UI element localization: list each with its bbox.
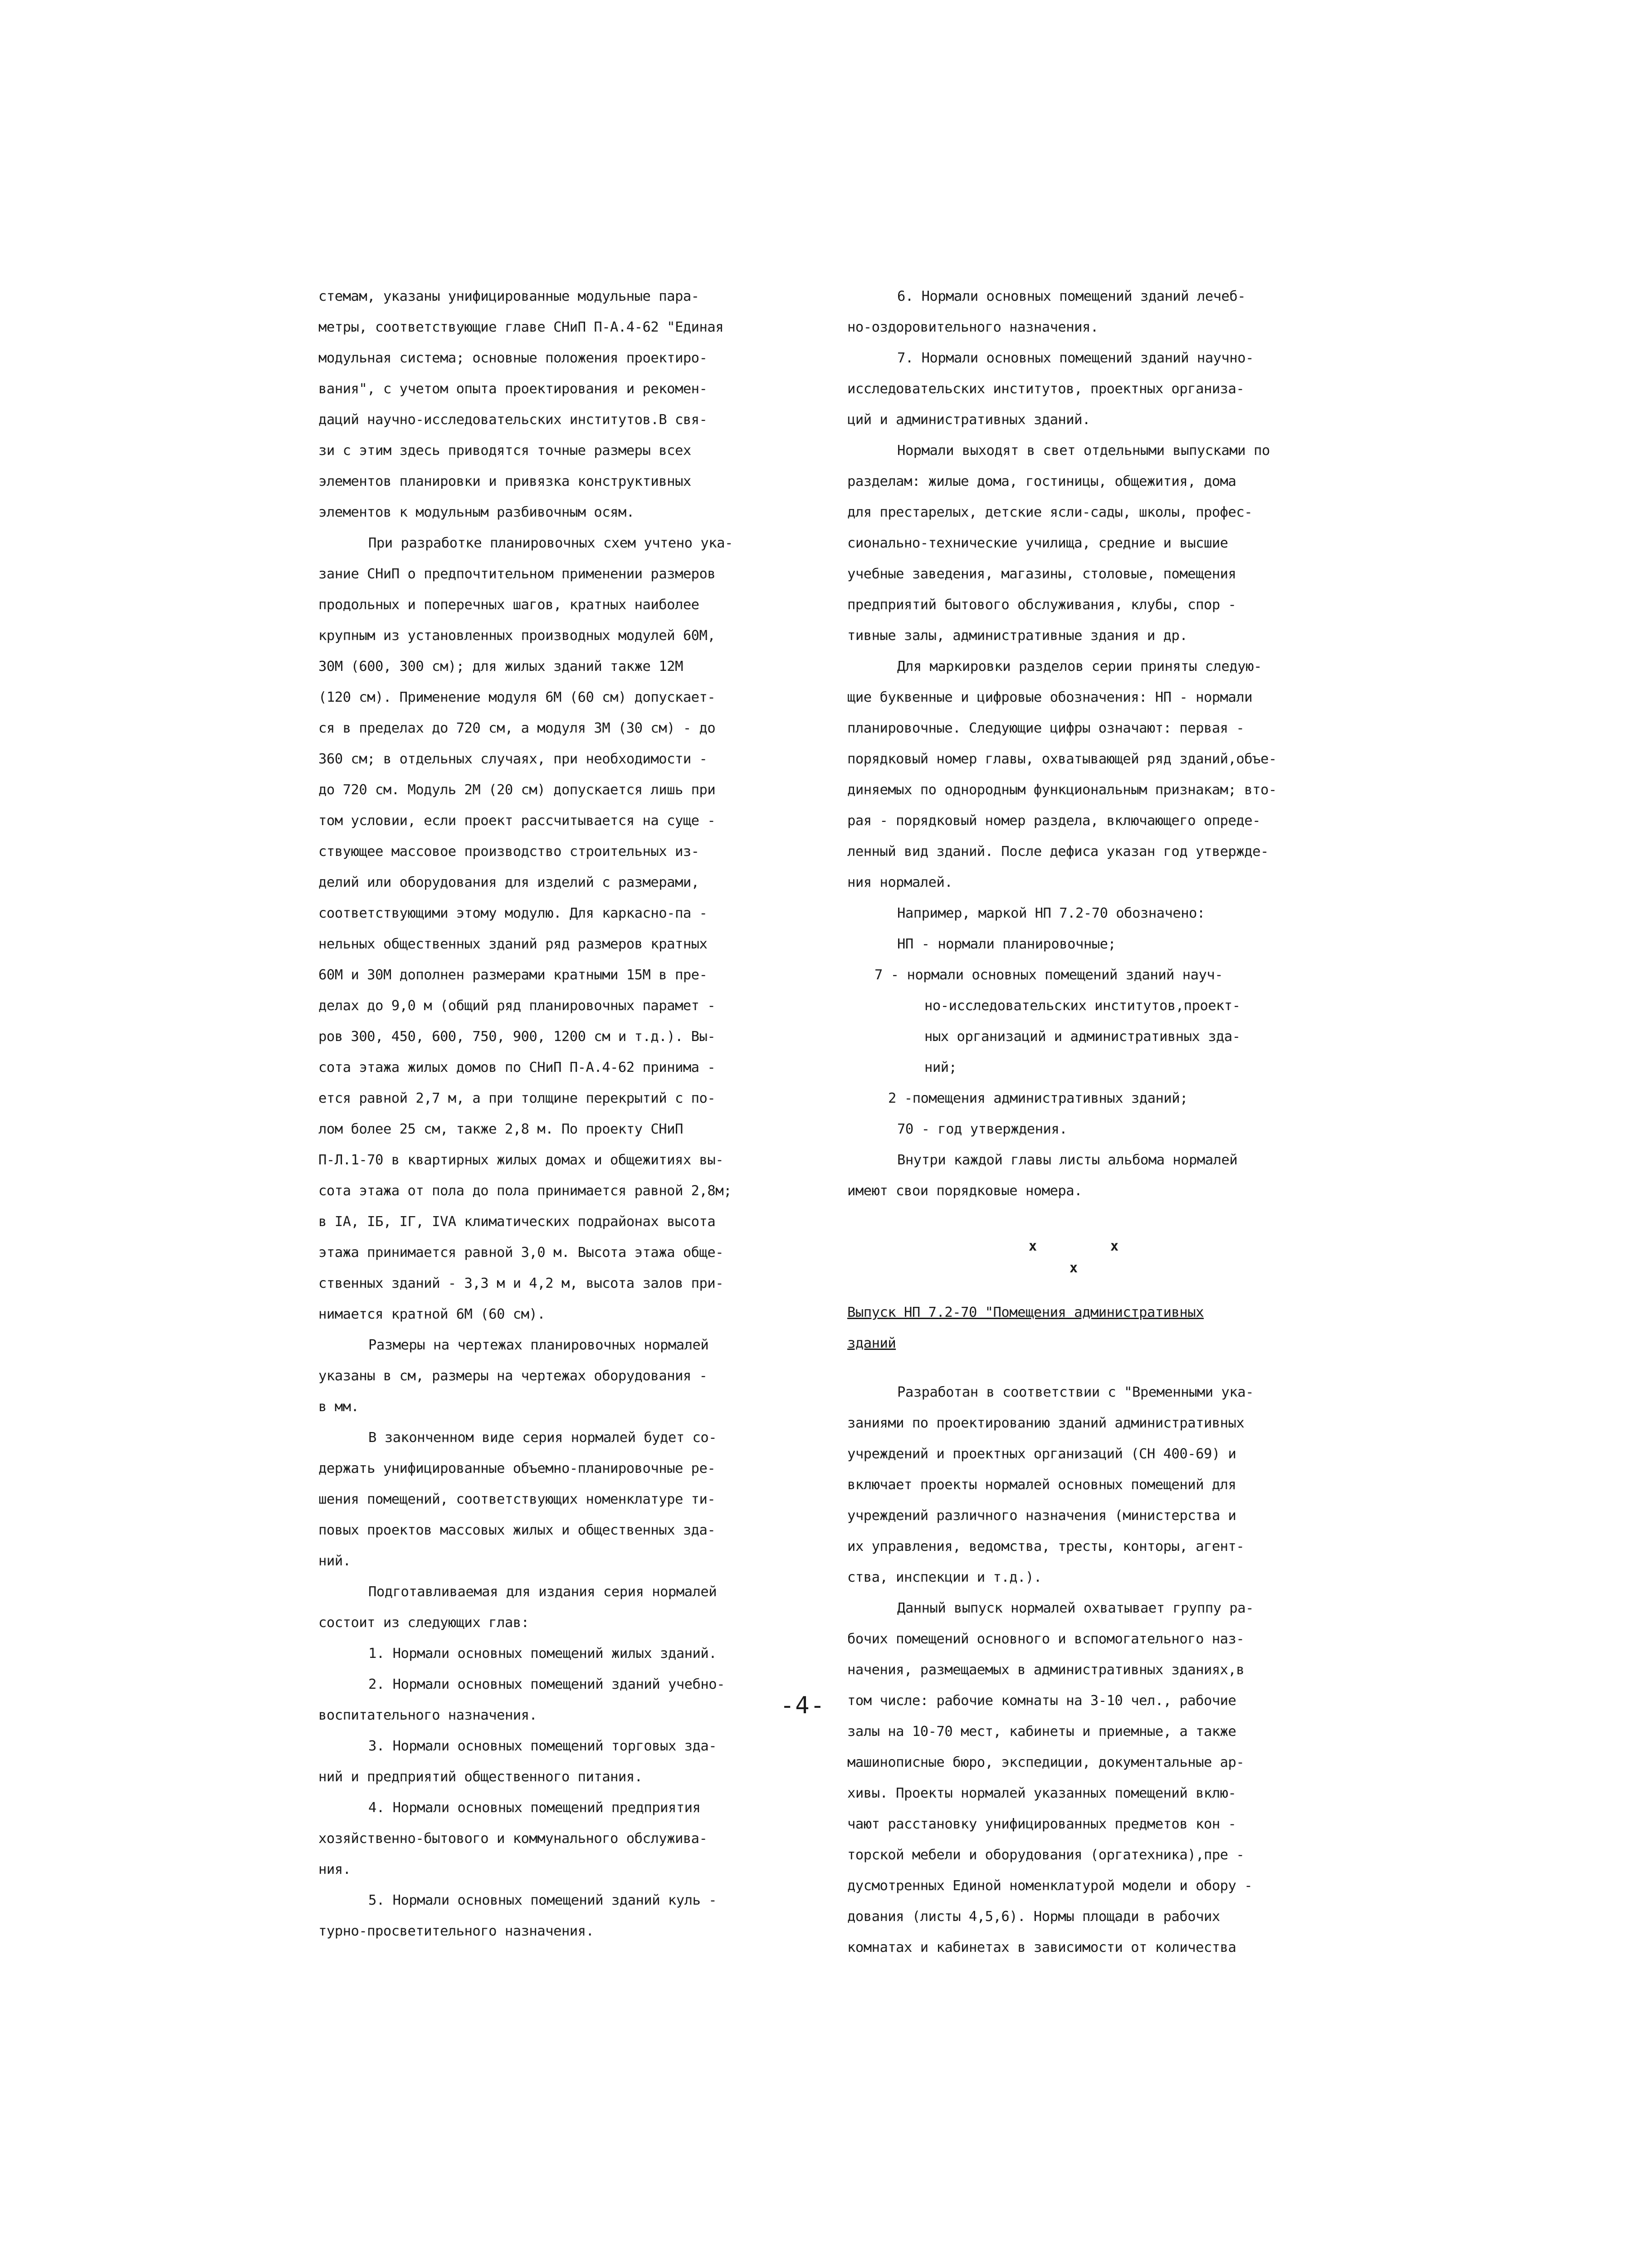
list-item: 2. Нормали основных помещений зданий учебно- воспитательного назначения. [318,1677,725,1723]
paragraph: Данный выпуск нормалей охватывает группу ра- бочих помещений основного и вспомогательного наз- начения, размещаемых в административных зданиях,в том числе: рабочие комнаты на 3-10 чел., рабочие залы на 10-70 мест, кабинеты и приемные, а также машинописные бюро, экспедиции, документальные ар- хивы. Проекты нормалей указанных помещений вклю- чают расстановку унифицированных предметов кон - торской мебели и оборудования (оргатехника),пре - дусмотренных Единой номенклатурой модели и обору - дования (листы 4,5,6). Нормы площади в рабочих комнатах и кабинетах в зависимости от количества [847,1600,1254,1955]
paragraph: Подготавливаемая для издания серия нормалей состоит из следующих глав: [318,1584,717,1631]
list-item: 7. Нормали основных помещений зданий научно- исследовательских институтов, проектных организа- ций и административных зданий. [847,350,1254,428]
example-intro: Например, маркой НП 7.2-70 обозначено: [897,905,1205,921]
list-item: 6. Нормали основных помещений зданий лечеб- но-оздоровительного назначения. [847,288,1246,335]
example-item: 2 -помещения административных зданий; [888,1090,1188,1106]
section-separator [847,1223,1410,1291]
paragraph: Размеры на чертежах планировочных нормалей указаны в см, размеры на чертежах оборудования - в мм. [318,1337,709,1415]
paragraph: стемам, указаны унифицированные модульные пара- метры, соответствующие главе СНиП П-А.4-62 "Единая модульная система; основные положения проектиро- вания", с учетом опыта проектирования и рекомен- даций научно-исследовательских институтов.В свя- зи с этим здесь приводятся точные размеры всех элементов планировки и привязка конструктивных элементов к модульным разбивочным осям. [318,288,724,520]
list-item: 5. Нормали основных помещений зданий куль - турно-просветительного назначения. [318,1892,717,1939]
paragraph: Разработан в соответствии с "Временными ука- заниями по проектированию зданий административных учреждений и проектных организаций (СН 400-69) и включает проекты нормалей основных помещений для учреждений различного назначения (министерства и их управления, ведомства, тресты, конторы, агент- ства, инспекции и т.д.). [847,1384,1254,1585]
example-item: НП - нормали планировочные; [897,936,1116,952]
right-column [847,281,1410,1963]
paragraph: В законченном виде серия нормалей будет со- держать унифицированные объемно-планировочные ре- шения помещений, соответствующих номенклатуре ти- повых проектов массовых жилых и общественных зда- ний. [318,1430,717,1569]
list-item: 4. Нормали основных помещений предприятия хозяйственно-бытового и коммунального обслужива- ния. [318,1800,708,1877]
section-title: Выпуск НП 7.2-70 "Помещения административных зданий [847,1305,1204,1351]
separator-mark: х [1029,1238,1037,1254]
paragraph: Для маркировки разделов серии приняты следую- щие буквенные и цифровые обозначения: НП - нормали планировочные. Следующие цифры означают: первая - порядковый номер главы, охватывающей ряд зданий,объе- диняемых по однородным функциональным признакам; вто- рая - порядковый номер раздела, включающего опреде- ленный вид зданий. После дефиса указан год утвержде- ния нормалей. [847,659,1277,890]
paragraph: При разработке планировочных схем учтено ука- зание СНиП о предпочтительном применении размеров продольных и поперечных шагов, кратных наиболее крупным из установленных производных модулей 60М, 30М (600, 300 см); для жилых зданий также 12М (120 см). Применение модуля 6М (60 см) допускает- ся в пределах до 720 см, а модуля 3М (30 см) - до 360 см; в отдельных случаях, при необходимости - до 720 см. Модуль 2М (20 см) допускается лишь при том условии, если проект рассчитывается на суще - ствующее массовое производство строительных из- делий или оборудования для изделий с размерами, соответствующими этому модулю. Для каркасно-па - нельных общественных зданий ряд размеров кратных 60М и 30М дополнен размерами кратными 15М в пре- делах до 9,0 м (общий ряд планировочных парамет - ров 300, 450, 600, 750, 900, 1200 см и т.д.). Вы- сота этажа жилых домов по СНиП П-А.4-62 принима - ется равной 2,7 м, а при толщине перекрытий с по- лом более 25 см, также 2,8 м. По проекту СНиП П-Л.1-70 в квартирных жилых домах и общежитиях вы- сота этажа от пола до пола принимается равной 2,8м; в IA, IБ, IГ, IVA климатических подрайонах высота этажа принимается равной 3,0 м. Высота этажа обще- ственных зданий - 3,3 м и 4,2 м, высота залов при- нимается кратной 6М (60 см). [318,535,733,1322]
separator-mark: х [1070,1260,1078,1276]
example-item: 7 - нормали основных помещений зданий науч- но-исследовательских институтов,проект- ных организаций и административных зда- ний; [874,967,1240,1075]
list-item: 1. Нормали основных помещений жилых зданий. [368,1646,717,1662]
separator-mark: х [1110,1238,1118,1254]
paragraph: Внутри каждой главы листы альбома нормалей имеют свои порядковые номера. [847,1152,1238,1199]
list-item: 3. Нормали основных помещений торговых зда- ний и предприятий общественного питания. [318,1738,717,1785]
page-number: -4- [780,1692,825,1719]
example-item: 70 - год утверждения. [897,1121,1068,1137]
paragraph: Нормали выходят в свет отдельными выпусками по разделам: жилые дома, гостиницы, общежития, дома для престарелых, детские ясли-сады, школы, профес- сионально-технические училища, средние и высшие учебные заведения, магазины, столовые, помещения предприятий бытового обслуживания, клубы, спор - тивные залы, административные здания и др. [847,443,1270,644]
